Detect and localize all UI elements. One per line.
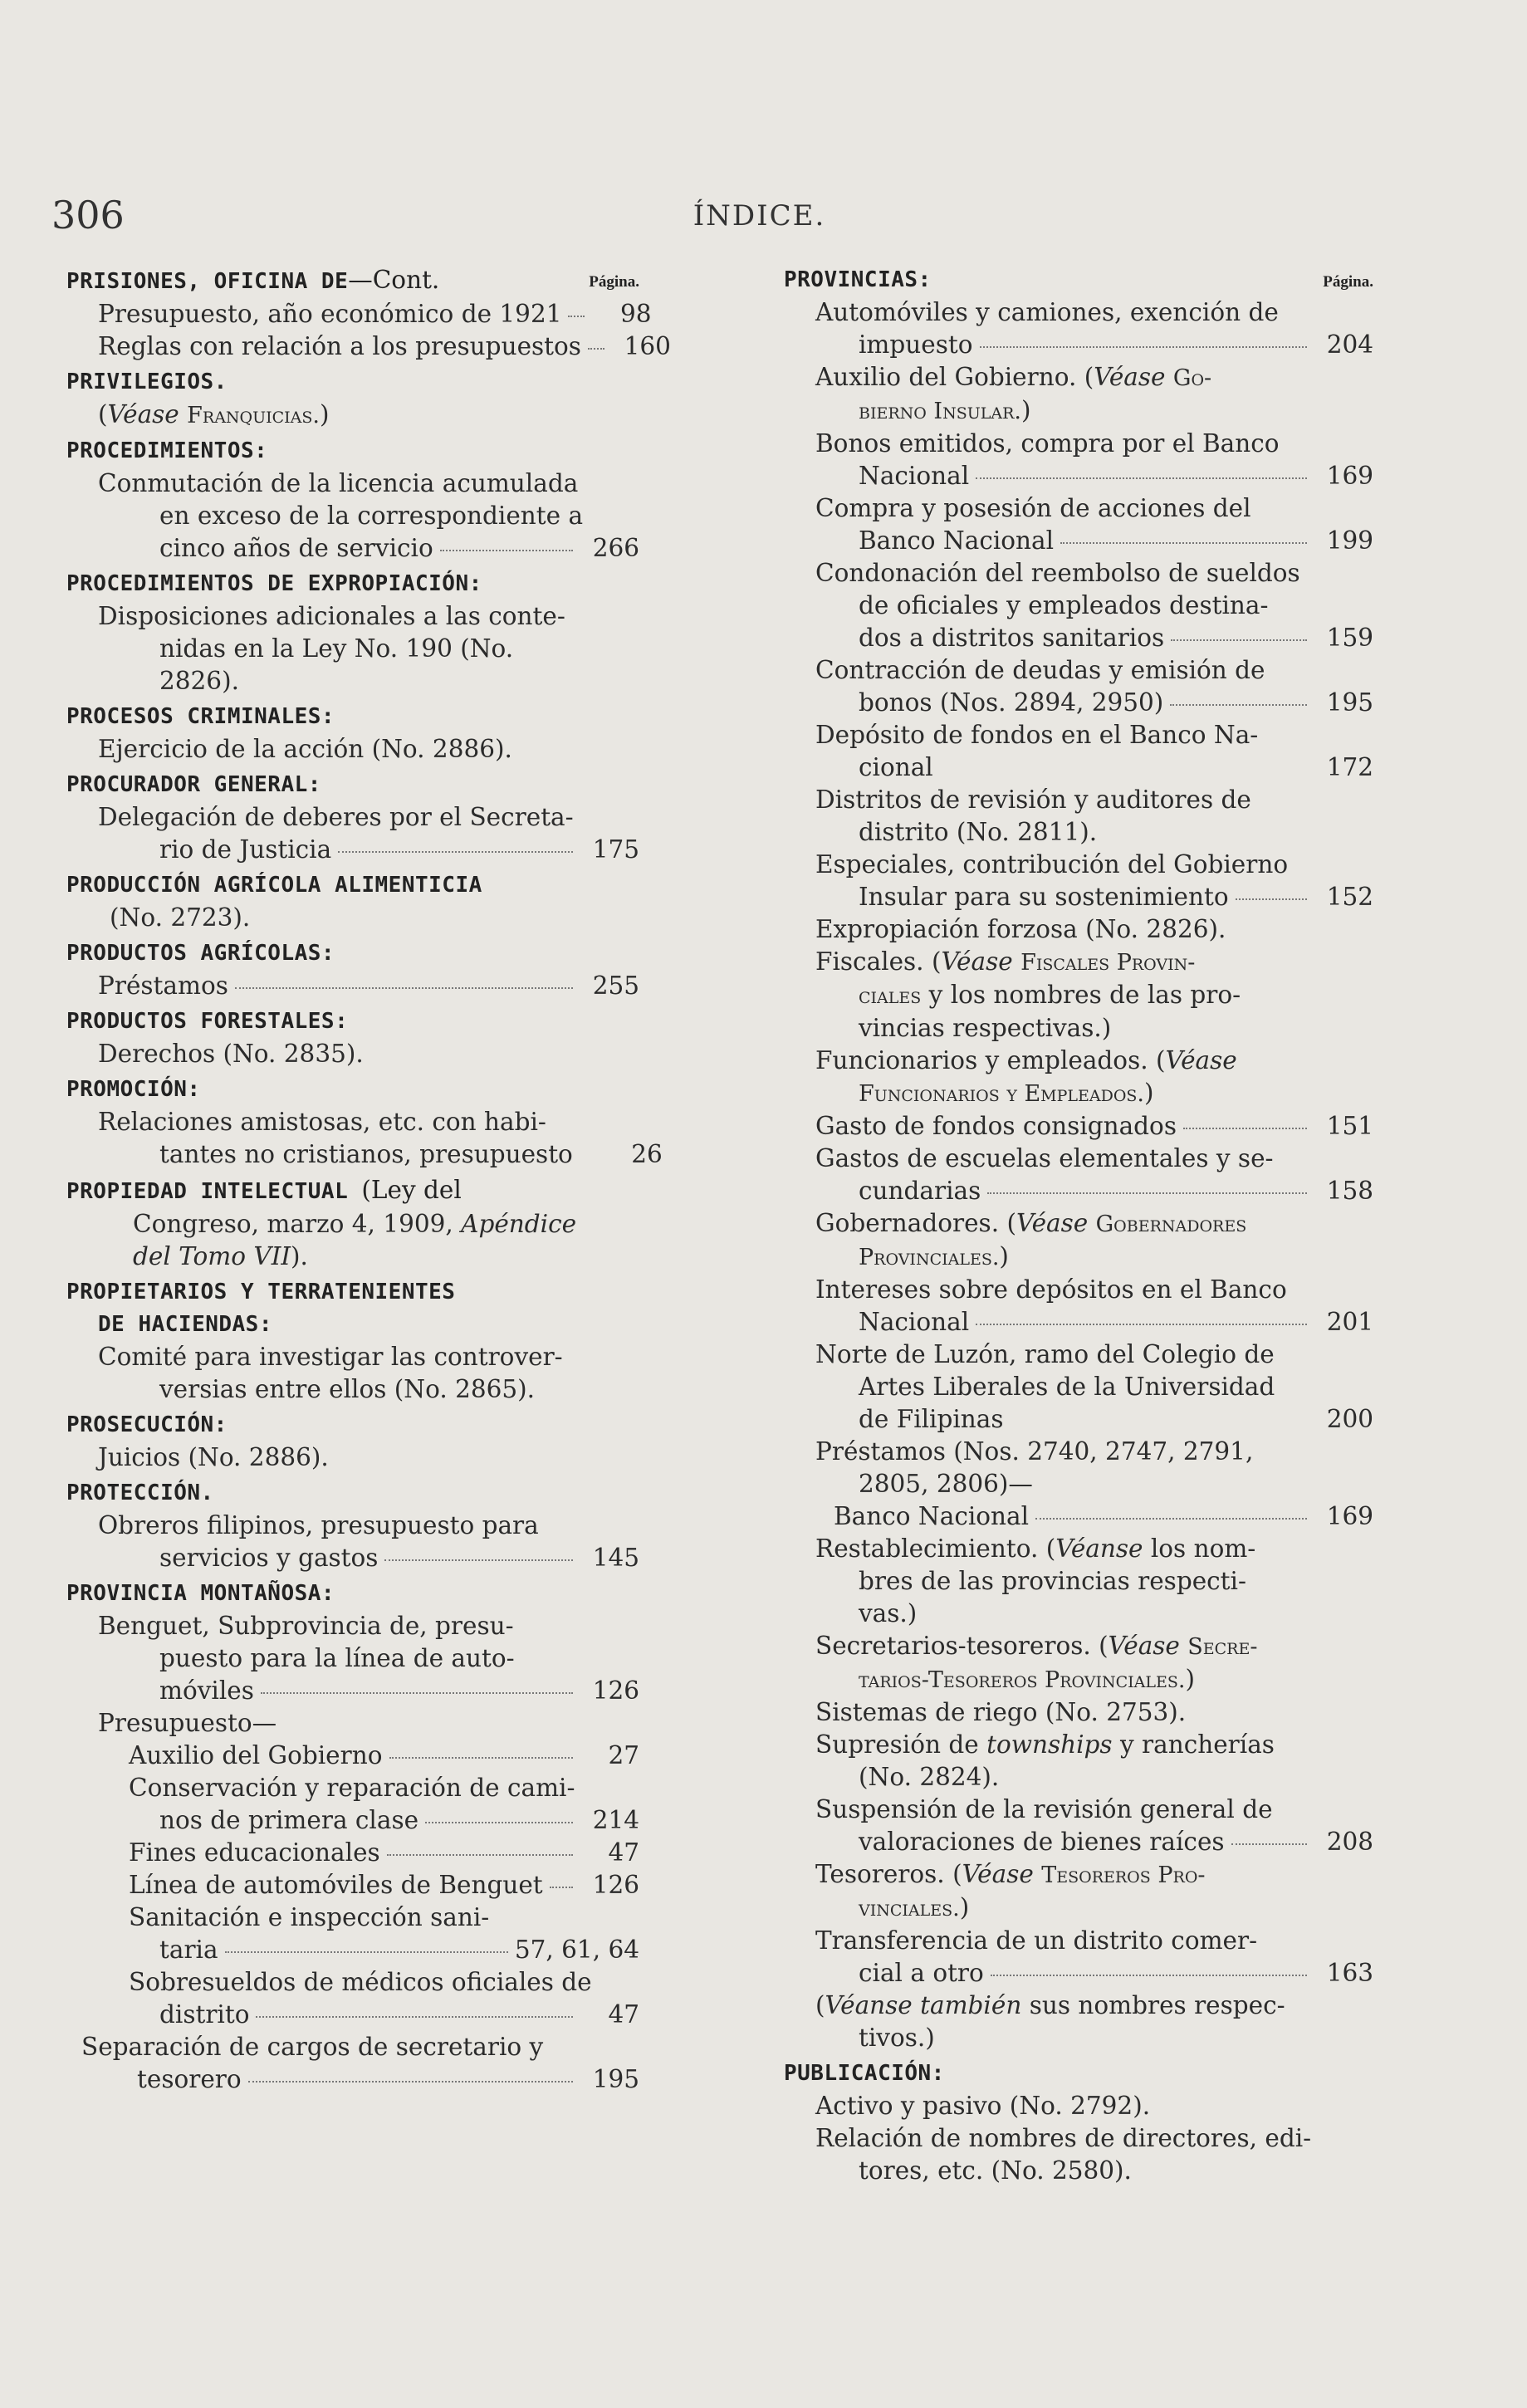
- index-line: Derechos (No. 2835).: [98, 1040, 364, 1068]
- index-line: Conservación y reparación de cami-: [129, 1774, 575, 1802]
- index-line: Norte de Luzón, ramo del Colegio de: [815, 1340, 1275, 1368]
- index-line: Benguet, Subprovincia de, presu-: [98, 1612, 514, 1640]
- index-line: bonos (Nos. 2894, 2950) 195: [784, 687, 1373, 719]
- entry-heading: PRIVILEGIOS.: [66, 370, 228, 394]
- index-line: Auxilio del Gobierno. (Véase Go-: [815, 363, 1212, 391]
- index-line: (No. 2824).: [859, 1763, 1000, 1791]
- entry-heading: DE HACIENDAS:: [98, 1312, 272, 1337]
- page-ref: 195: [1326, 688, 1373, 717]
- entry-procedimientos: [66, 435, 639, 565]
- page-ref: 47: [608, 2000, 639, 2029]
- index-line: Nacional 201: [784, 1306, 1373, 1339]
- index-line: Relación de nombres de directores, edi-: [815, 2124, 1312, 2152]
- page-ref: 175: [592, 835, 639, 864]
- page-ref: 151: [1326, 1112, 1373, 1140]
- header-title: ÍNDICE.: [693, 199, 826, 232]
- index-line: Gasto de fondos consignados 151: [784, 1110, 1373, 1143]
- index-line: Expropiación forzosa (No. 2826).: [815, 915, 1226, 943]
- index-line: 2805, 2806)—: [859, 1470, 1033, 1498]
- index-line: (No. 2723).: [110, 903, 251, 932]
- index-line: bres de las provincias respecti-: [859, 1567, 1246, 1595]
- index-line: Funcionarios y Empleados.): [859, 1079, 1154, 1107]
- index-line: Tesoreros. (Véase Tesoreros Pro-: [815, 1860, 1206, 1888]
- index-line: Depósito de fondos en el Banco Na-: [815, 721, 1259, 749]
- index-line: nos de primera clase 214: [66, 1804, 639, 1837]
- index-line: 2826).: [159, 667, 239, 695]
- index-line: tarios-Tesoreros Provinciales.): [859, 1665, 1195, 1693]
- page-ref: 204: [1326, 330, 1373, 359]
- page-ref: 47: [608, 1838, 639, 1867]
- index-line: Restablecimiento. (Véanse los nom-: [815, 1534, 1256, 1563]
- entry-privilegios: [66, 366, 639, 432]
- entry-prisiones: [66, 264, 671, 363]
- index-line: Préstamos 255: [66, 970, 639, 1002]
- index-line: Auxilio del Gobierno 27: [66, 1740, 639, 1772]
- entry-heading: PRODUCTOS AGRÍCOLAS:: [66, 941, 335, 966]
- index-line: cinco años de servicio 266: [66, 532, 639, 565]
- entry-heading: PROCESOS CRIMINALES:: [66, 704, 335, 729]
- index-line: Comité para investigar las controver-: [98, 1343, 563, 1371]
- entry-heading: PROPIEDAD INTELECTUAL (Ley del: [66, 1176, 462, 1204]
- index-line: de Filipinas 200: [784, 1403, 1373, 1436]
- entry-provincia-montanosa: [66, 1578, 639, 2096]
- pagina-label: Página.: [589, 273, 639, 291]
- entry-heading: PROSECUCIÓN:: [66, 1412, 228, 1437]
- index-line: Obreros filipinos, presupuesto para: [98, 1511, 539, 1539]
- right-column: [784, 264, 1373, 2190]
- index-line: Provinciales.): [859, 1242, 1009, 1270]
- index-line: Sanitación e inspección sani-: [129, 1903, 490, 1931]
- index-line: Intereses sobre depósitos en el Banco: [815, 1275, 1287, 1304]
- index-line: (Véase Franquicias.): [98, 400, 330, 428]
- entry-heading: PROCEDIMIENTOS:: [66, 438, 268, 463]
- index-line: en exceso de la correspondiente a: [159, 502, 584, 530]
- page-ref: 169: [1326, 1502, 1373, 1530]
- index-line: tantes no cristianos, presupuesto 26: [66, 1138, 639, 1171]
- index-line: Ejercicio de la acción (No. 2886).: [98, 735, 512, 763]
- index-line: nidas en la Ley No. 190 (No.: [159, 634, 514, 663]
- page-ref: 172: [1326, 753, 1373, 781]
- index-line: Suspensión de la revisión general de: [815, 1795, 1273, 1823]
- entry-publicacion: [784, 2058, 1373, 2187]
- index-line: vinciales.): [859, 1893, 970, 1921]
- index-line: Insular para su sostenimiento 152: [784, 881, 1373, 913]
- entry-heading: PROPIETARIOS Y TERRATENIENTES: [66, 1280, 456, 1304]
- index-line: taria 57, 61, 64: [66, 1934, 639, 1966]
- index-line: Especiales, contribución del Gobierno: [815, 850, 1289, 879]
- index-line: puesto para la línea de auto-: [159, 1644, 515, 1672]
- index-line: Fiscales. (Véase Fiscales Provin-: [815, 947, 1196, 976]
- index-line: Banco Nacional 169: [784, 1500, 1373, 1533]
- entry-produccion: [66, 869, 639, 934]
- index-line: Conmutación de la licencia acumulada: [98, 469, 579, 497]
- page-ref: 255: [592, 972, 639, 1000]
- index-line: valoraciones de bienes raíces 208: [784, 1826, 1373, 1858]
- index-line: Automóviles y camiones, exención de: [815, 298, 1279, 326]
- index-line: Bonos emitidos, compra por el Banco: [815, 429, 1280, 458]
- index-line: Gobernadores. (Véase Gobernadores: [815, 1209, 1247, 1237]
- index-line: vas.): [859, 1599, 918, 1627]
- index-line: Presupuesto, año económico de 1921 98: [66, 298, 639, 330]
- index-line: (Véanse también sus nombres respec-: [815, 1991, 1285, 2019]
- page-ref: 163: [1326, 1959, 1373, 1987]
- entry-heading: PUBLICACIÓN:: [784, 2061, 945, 2086]
- entry-productos-forestales: [66, 1006, 639, 1070]
- entry-prosecucion: [66, 1409, 639, 1474]
- index-line: Nacional 169: [784, 460, 1373, 492]
- index-line: Juicios (No. 2886).: [98, 1443, 329, 1471]
- index-line: Relaciones amistosas, etc. con habi-: [98, 1108, 546, 1136]
- index-line: Delegación de deberes por el Secreta-: [98, 803, 574, 831]
- index-line: Sistemas de riego (No. 2753).: [815, 1698, 1187, 1726]
- index-line: impuesto 204: [784, 329, 1373, 361]
- entry-propiedad: [66, 1174, 639, 1273]
- entry-promocion: [66, 1074, 663, 1171]
- page-ref: 195: [592, 2065, 639, 2093]
- page-ref: 27: [608, 1741, 639, 1769]
- page-ref: 208: [1326, 1828, 1373, 1856]
- index-line: tores, etc. (No. 2580).: [859, 2156, 1132, 2185]
- index-line: distrito (No. 2811).: [859, 818, 1098, 846]
- index-line: Línea de automóviles de Benguet 126: [66, 1869, 639, 1901]
- page-ref: 57, 61, 64: [514, 1936, 639, 1964]
- index-line: Fines educacionales 47: [66, 1837, 639, 1869]
- index-line: Separación de cargos de secretario y: [81, 2033, 544, 2061]
- entry-heading: PROMOCIÓN:: [66, 1077, 201, 1102]
- index-line: Supresión de townships y rancherías: [815, 1730, 1275, 1759]
- index-line: bierno Insular.): [859, 396, 1031, 424]
- index-line: Distritos de revisión y auditores de: [815, 786, 1251, 814]
- page-number: 306: [51, 193, 125, 237]
- index-line: Congreso, marzo 4, 1909, Apéndice: [133, 1210, 577, 1238]
- index-line: tivos.): [859, 2024, 935, 2052]
- page-ref: 158: [1326, 1177, 1373, 1205]
- entry-heading: PRODUCCIÓN AGRÍCOLA ALIMENTICIA: [66, 873, 482, 898]
- index-line: cundarias 158: [784, 1175, 1373, 1207]
- index-line: Banco Nacional 199: [784, 525, 1373, 557]
- entry-procesos: [66, 701, 639, 766]
- running-head: [51, 193, 1467, 242]
- page-ref: 145: [592, 1544, 639, 1572]
- index-line: versias entre ellos (No. 2865).: [159, 1375, 536, 1403]
- entry-propietarios: [66, 1276, 639, 1406]
- index-line: móviles 126: [66, 1675, 639, 1707]
- page-ref: 98: [619, 300, 652, 328]
- page-ref: 152: [1326, 883, 1373, 911]
- page-ref: 201: [1326, 1308, 1373, 1336]
- index-line: vincias respectivas.): [859, 1014, 1112, 1042]
- index-line: cial a otro 163: [784, 1957, 1373, 1990]
- entry-heading: PROCEDIMIENTOS DE EXPROPIACIÓN:: [66, 571, 482, 596]
- index-line: ciales y los nombres de las pro-: [859, 981, 1241, 1009]
- index-line: Contracción de deudas y emisión de: [815, 656, 1265, 684]
- page-ref: 199: [1326, 526, 1373, 555]
- entry-productos-agricolas: [66, 937, 639, 1002]
- index-line: Reglas con relación a los presupuestos 160: [66, 330, 639, 363]
- index-line: de oficiales y empleados destina-: [859, 591, 1269, 619]
- left-column: [66, 264, 671, 2099]
- entry-procurador: [66, 769, 639, 866]
- page-ref: 214: [592, 1806, 639, 1834]
- index-line: Secretarios-tesoreros. (Véase Secre-: [815, 1632, 1258, 1660]
- index-line: Gastos de escuelas elementales y se-: [815, 1144, 1274, 1172]
- entry-heading: PROCURADOR GENERAL:: [66, 772, 321, 797]
- index-line: Préstamos (Nos. 2740, 2747, 2791,: [815, 1437, 1254, 1466]
- index-line: Presupuesto—: [98, 1709, 277, 1737]
- index-line: servicios y gastos 145: [66, 1542, 639, 1574]
- index-line: Compra y posesión de acciones del: [815, 494, 1251, 522]
- index-line: distrito 47: [66, 1999, 639, 2031]
- page-ref: 159: [1326, 624, 1373, 652]
- entry-heading: PROTECCIÓN.: [66, 1481, 214, 1505]
- page-ref: 126: [592, 1676, 639, 1705]
- entry-heading: PRISIONES, OFICINA DE—Cont. Página.: [66, 264, 639, 298]
- pagina-label: Página.: [1323, 273, 1373, 291]
- page-ref: 126: [592, 1871, 639, 1899]
- page-ref: 200: [1326, 1405, 1373, 1433]
- page-ref: 266: [592, 534, 639, 562]
- entry-expropiacion: [66, 568, 639, 697]
- index-line: dos a distritos sanitarios 159: [784, 622, 1373, 654]
- index-line: Sobresueldos de médicos oficiales de: [129, 1968, 592, 1996]
- index-line: rio de Justicia 175: [66, 834, 639, 866]
- index-line: cional 172: [784, 751, 1373, 784]
- entry-heading: PRODUCTOS FORESTALES:: [66, 1009, 349, 1034]
- index-line: Transferencia de un distrito comer-: [815, 1926, 1258, 1955]
- entry-heading: PROVINCIAS: Página.: [784, 264, 1373, 296]
- page-ref: 169: [1326, 462, 1373, 490]
- index-line: Funcionarios y empleados. (Véase: [815, 1046, 1237, 1074]
- entry-proteccion: [66, 1477, 639, 1574]
- page-ref: 26: [631, 1140, 663, 1168]
- index-line: tesorero 195: [66, 2063, 639, 2096]
- entry-provincias: [784, 264, 1373, 2054]
- index-line: del Tomo VII).: [133, 1242, 308, 1270]
- index-line: Disposiciones adicionales a las conte-: [98, 602, 565, 630]
- page-ref: 160: [624, 332, 671, 360]
- index-line: Artes Liberales de la Universidad: [859, 1373, 1275, 1401]
- index-line: Activo y pasivo (No. 2792).: [815, 2092, 1151, 2120]
- index-line: Condonación del reembolso de sueldos: [815, 559, 1300, 587]
- entry-heading: PROVINCIA MONTAÑOSA:: [66, 1581, 335, 1606]
